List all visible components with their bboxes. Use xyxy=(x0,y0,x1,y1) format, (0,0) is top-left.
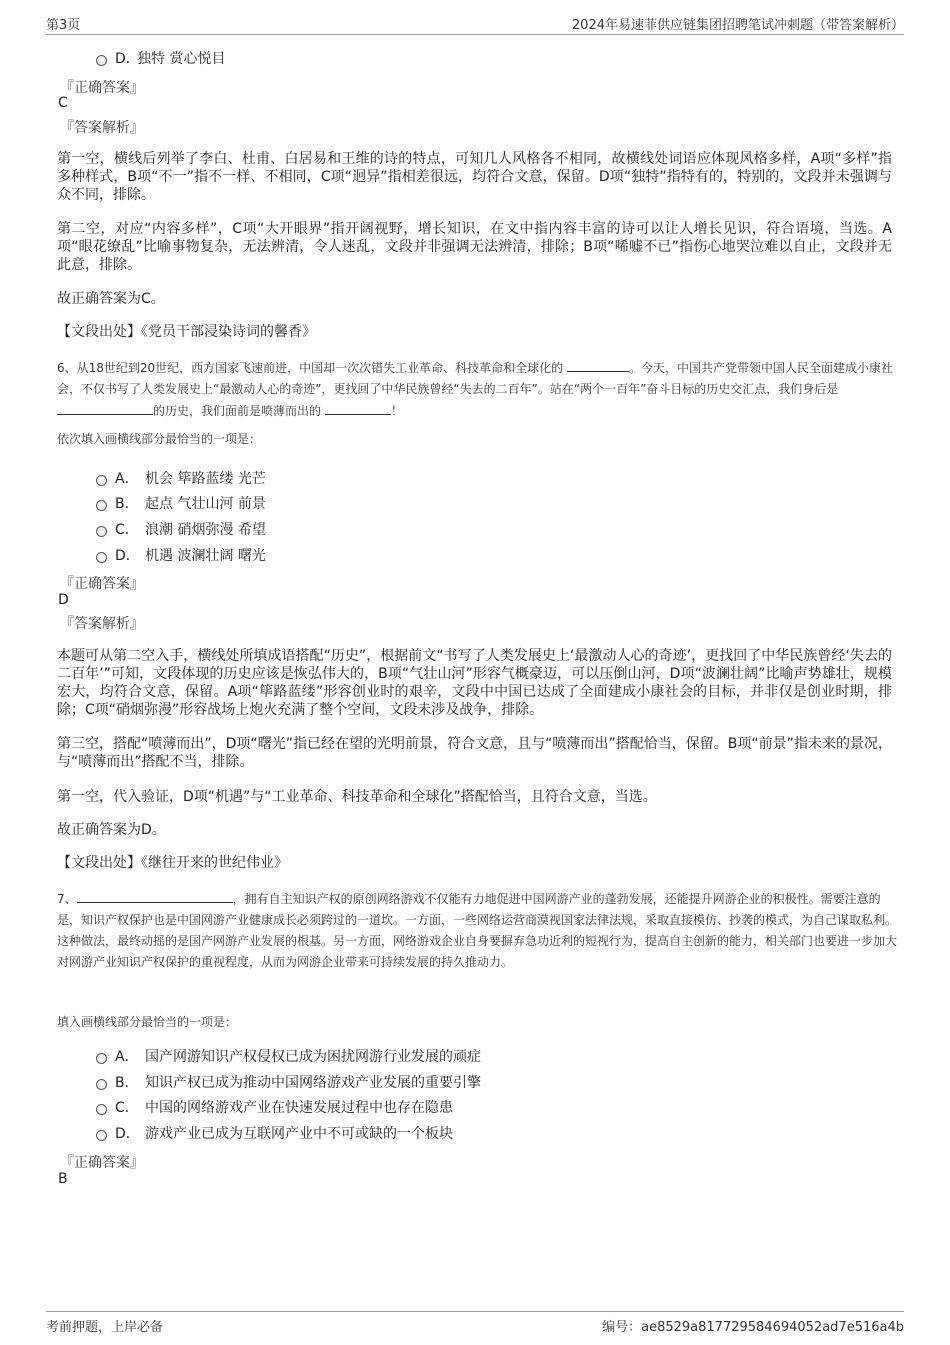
q6-option-b[interactable]: B． 起点 气壮山河 前景 xyxy=(96,493,266,513)
document-title: 2024年易速菲供应链集团招聘笔试冲刺题（带答案解析） xyxy=(571,18,904,33)
radio-icon[interactable] xyxy=(96,1104,107,1115)
radio-icon[interactable] xyxy=(96,1053,107,1064)
q6-answer-label: 『正确答案』 xyxy=(60,576,144,592)
q6-blank-2 xyxy=(57,400,153,415)
q7-prompt: 填入画横线部分最恰当的一项是： xyxy=(57,1015,238,1029)
q7-option-b[interactable]: B． 知识产权已成为推动中国网络游戏产业发展的重要引擎 xyxy=(96,1072,481,1092)
document-id: 编号：ae8529a817729584694052ad7e516a4b xyxy=(602,1320,904,1335)
q5-source: 【文段出处】《党员干部浸染诗词的馨香》 xyxy=(57,324,316,340)
q5-analysis-p1: 第一空，横线后列举了李白、杜甫、白居易和王维的诗的特点，可知几人风格各不相同，故横线处词语应体现风格多样，A项“多样”指多种样式，B项“不一”指不一样、不相同，C项“迥异”指相差很远，均符合文意，保留。D项“独特”指特有的，特别的，文段并未强调与众不同，排除。 xyxy=(57,151,892,203)
q6-option-d[interactable]: D． 机遇 波澜壮阔 曙光 xyxy=(96,545,266,565)
q6-stem: 6、从18世纪到20世纪，西方国家飞速前进，中国却一次次错失工业革命、科技革命和全球化的 。今天，中国共产党带领中国人民全面建成小康社会，不仅书写了人类发展史上“最激动人心的奇迹”，更找回了中华民族曾经“失去的二百年”。站在“两个一百年”奋斗目标的历史交汇点，我们身后是 的历史，我们面前是喷薄而出的 ！ xyxy=(57,357,897,422)
q5-answer-label: 『正确答案』 xyxy=(60,80,144,96)
q6-option-a[interactable]: A． 机会 筚路蓝缕 光芒 xyxy=(96,468,266,488)
q7-option-c[interactable]: C． 中国的网络游戏产业在快速发展过程中也存在隐患 xyxy=(96,1097,453,1117)
radio-icon[interactable] xyxy=(96,500,107,511)
q5-analysis-p2: 第二空，对应“内容多样”，C项“大开眼界”指开阔视野，增长知识，在文中指内容丰富的诗可以让人增长见识，符合语境，当选。A项“眼花缭乱”比喻事物复杂，无法辨清，令人迷乱，文段并非强调无法辨清，排除；B项“唏嘘不已”指伤心地哭泣难以自止，文段并无此意，排除。 xyxy=(57,221,892,273)
q5-analysis-label: 『答案解析』 xyxy=(60,120,144,136)
q6-blank-1 xyxy=(567,357,629,372)
q6-analysis-label: 『答案解析』 xyxy=(60,616,144,632)
q7-option-d[interactable]: D． 游戏产业已成为互联网产业中不可或缺的一个板块 xyxy=(96,1123,453,1143)
q7-blank xyxy=(77,888,233,903)
q6-analysis-p3: 第一空，代入验证，D项“机遇”与“工业革命、科技革命和全球化”搭配恰当，且符合文意，当选。 xyxy=(57,789,657,805)
q7-answer-label: 『正确答案』 xyxy=(60,1155,144,1171)
q6-analysis-p4: 故正确答案为D。 xyxy=(57,822,166,838)
radio-icon[interactable] xyxy=(96,1079,107,1090)
q6-option-c[interactable]: C． 浪潮 硝烟弥漫 希望 xyxy=(96,519,266,539)
radio-icon[interactable] xyxy=(96,552,107,563)
q7-option-a[interactable]: A． 国产网游知识产权侵权已成为困扰网游行业发展的顽症 xyxy=(96,1046,481,1066)
page-footer xyxy=(46,1311,904,1334)
q6-blank-3 xyxy=(325,400,391,415)
q5-option-d[interactable]: D． 独特 赏心悦目 xyxy=(96,48,225,68)
q6-analysis-p1: 本题可从第二空入手，横线处所填成语搭配“历史”，根据前文“书写了人类发展史上‘最激动人心的奇迹’，更找回了中华民族曾经‘失去的二百年’”可知，文段体现的历史应该是恢弘伟大的，B项“气壮山河”形容气概豪迈，可以压倒山河，D项“波澜壮阔”比喻声势雄壮，规模宏大，均符合文意，保留。A项“筚路蓝缕”形容创业时的艰辛，文段中中国已达成了全面建成小康社会的目标，并非仅是创业时期，排除；C项“硝烟弥漫”形容战场上炮火充满了整个空间，文段未涉及战争，排除。 xyxy=(57,648,892,718)
q6-prompt: 依次填入画横线部分最恰当的一项是： xyxy=(57,432,262,446)
page-number: 第3页 xyxy=(46,18,81,33)
q6-source: 【文段出处】《继往开来的世纪伟业》 xyxy=(57,855,288,871)
page-header xyxy=(46,12,904,35)
radio-icon[interactable] xyxy=(96,475,107,486)
q5-analysis-p3: 故正确答案为C。 xyxy=(57,291,165,307)
q6-answer: D xyxy=(58,592,69,608)
footer-slogan: 考前押题，上岸必备 xyxy=(46,1320,164,1335)
q7-stem: 7、 ，拥有自主知识产权的原创网络游戏不仅能有力地促进中国网游产业的蓬勃发展，还能提升网游企业的积极性。需要注意的是，知识产权保护也是中国网游产业健康成长必须跨过的一道坎。一方面，一些网络运营商漠视国家法律法规，采取直接模仿、抄袭的模式，为自己谋取私利。这种做法，最终动摇的是国产网游产业发展的根基。另一方面，网络游戏企业自身要摒弃急功近利的短视行为，提高自主创新的能力，相关部门也要进一步加大对网游产业知识产权保护的重视程度，从而为网游企业带来可持续发展的持久推动力。 xyxy=(57,888,897,973)
radio-icon[interactable] xyxy=(96,55,107,66)
q6-analysis-p2: 第三空，搭配“喷薄而出”，D项“曙光”指已经在望的光明前景，符合文意，且与“喷薄而出”搭配恰当，保留。B项“前景”指未来的景况，与“喷薄而出”搭配不当，排除。 xyxy=(57,736,892,770)
q5-answer: C xyxy=(58,95,68,111)
radio-icon[interactable] xyxy=(96,526,107,537)
q7-answer: B xyxy=(58,1171,68,1187)
radio-icon[interactable] xyxy=(96,1130,107,1141)
